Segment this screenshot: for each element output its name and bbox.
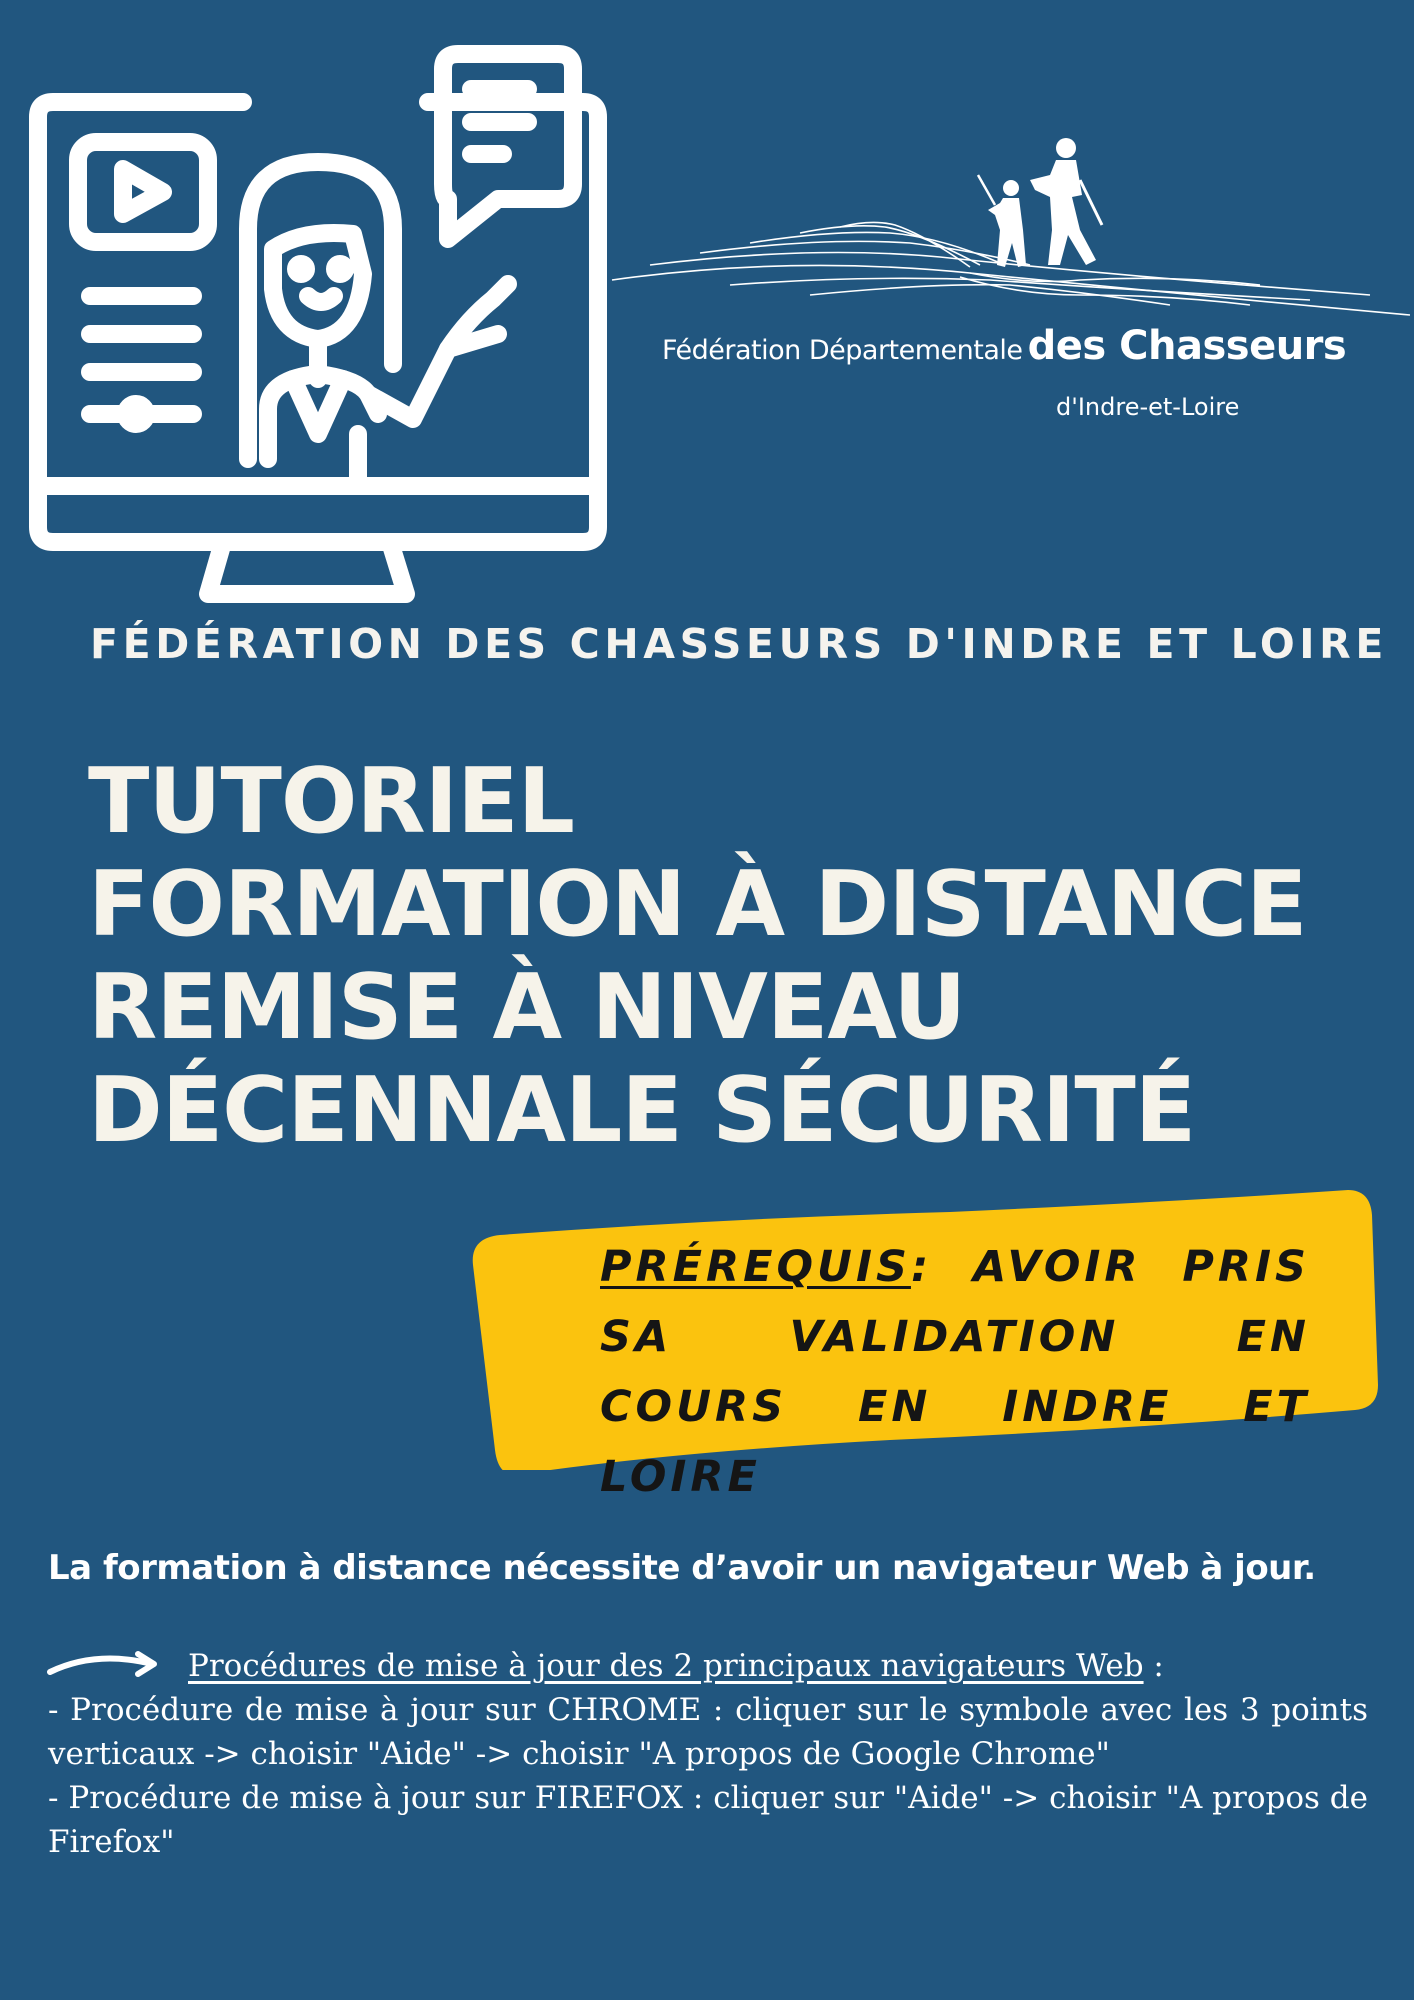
title-line-3: REMISE À NIVEAU — [88, 955, 966, 1060]
title-line-4: DÉCENNALE SÉCURITÉ — [88, 1058, 1196, 1163]
page-title — [88, 750, 1388, 1162]
prerequisite-text — [600, 1232, 1310, 1512]
procedures-heading-line — [48, 1644, 1368, 1688]
procedure-firefox: - Procédure de mise à jour sur FIREFOX : cliquer sur "Aide" -> choisir "A propos de Firefox" — [48, 1780, 1368, 1860]
federation-heading: FÉDÉRATION DES CHASSEURS D'INDRE ET LOIRE — [90, 620, 1388, 668]
logo-title-big: des Chasseurs — [1027, 323, 1347, 369]
federation-logo — [610, 135, 1410, 435]
procedures-section — [48, 1644, 1368, 1864]
title-line-1: TUTORIEL — [88, 749, 574, 854]
hunter-and-child-silhouette — [978, 138, 1102, 267]
prerequisite-label: PRÉREQUIS — [600, 1242, 911, 1292]
title-line-2: FORMATION À DISTANCE — [88, 852, 1307, 957]
logo-title-small: Fédération Départementale — [662, 335, 1023, 366]
prerequisite-box — [470, 1190, 1380, 1502]
logo-subtitle: d'Indre-et-Loire — [1056, 393, 1240, 421]
procedure-chrome: - Procédure de mise à jour sur CHROME : cliquer sur le symbole avec les 3 points verticaux -> choisir "Aide" -> choisir "A propos de Google Chrome" — [48, 1692, 1368, 1772]
prerequisite-separator: : — [910, 1242, 933, 1292]
procedures-heading: Procédures de mise à jour des 2 principaux navigateurs Web — [188, 1648, 1144, 1684]
intro-text: La formation à distance nécessite d’avoir un navigateur Web à jour. — [48, 1548, 1316, 1588]
online-training-monitor-icon — [28, 34, 608, 614]
prerequisite-content: AVOIR PRIS SA VALIDATION EN COURS EN INDRE ET LOIRE — [600, 1242, 1310, 1502]
logo-title — [662, 323, 1346, 369]
procedures-heading-suffix: : — [1143, 1648, 1164, 1684]
